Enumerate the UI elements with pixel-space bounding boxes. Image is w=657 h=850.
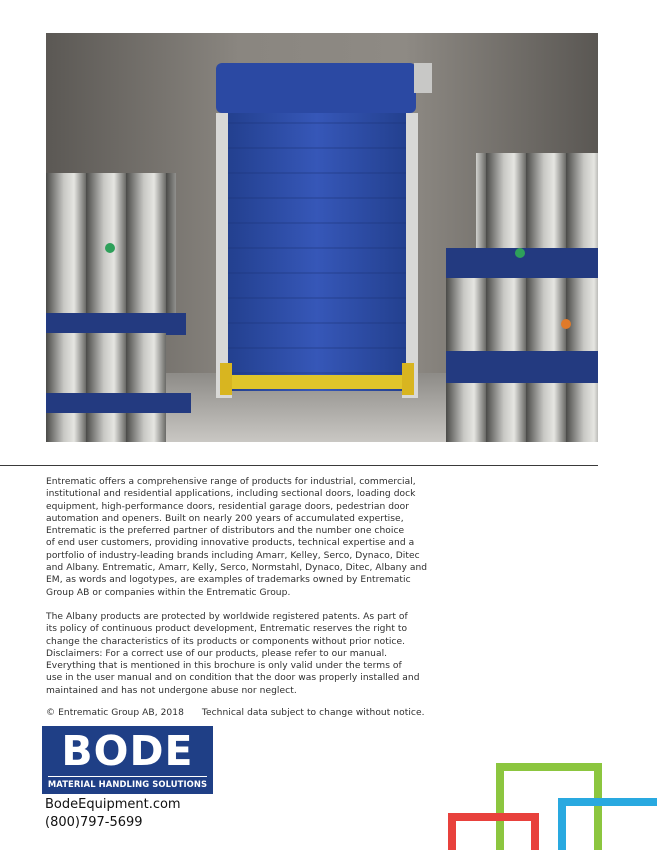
website-link[interactable]: BodeEquipment.com [45, 797, 181, 812]
text-line: and Albany. Entrematic, Amarr, Kelly, Serco, Normstahl, Dynaco, Ditec, Albany and [46, 563, 428, 574]
text-line: portfolio of industry-leading brands including Amarr, Kelley, Serco, Dynaco, Ditec [46, 550, 420, 561]
phone-number[interactable]: (800)797-5699 [45, 815, 143, 830]
text-line: Disclaimers: For a correct use of our products, please refer to our manual. [46, 648, 388, 659]
technical-notice: Technical data subject to change without notice. [201, 708, 425, 718]
blue-square-outline [562, 802, 657, 850]
text-line: maintained and has not undergone abuse nor neglect. [46, 685, 297, 696]
bode-logo [42, 726, 213, 794]
company-description [46, 476, 426, 599]
text-line: Everything that is mentioned in this brochure is only valid under the terms of [46, 661, 402, 672]
text-line: Entrematic is the preferred partner of distributors and the number one choice [46, 526, 405, 537]
text-line: use in the user manual and on condition that the door was properly installed and [46, 673, 420, 684]
text-line: institutional and residential applications, including sectional doors, loading dock [46, 489, 416, 500]
text-line: of end user customers, providing innovative products, technical expertise and a [46, 538, 415, 549]
copyright-line [46, 707, 426, 719]
logo-divider [48, 776, 207, 777]
horizontal-divider [0, 465, 598, 466]
product-photo [46, 33, 598, 442]
text-line: equipment, high-performance doors, residential garage doors, pedestrian door [46, 501, 410, 512]
decorative-squares-graphic [440, 755, 657, 850]
patent-disclaimer [46, 611, 426, 697]
text-line: Group AB or companies within the Entrematic Group. [46, 587, 291, 598]
logo-wordmark: BODE [61, 727, 194, 775]
copyright: © Entrematic Group AB, 2018 [46, 708, 184, 718]
text-line: The Albany products are protected by worldwide registered patents. As part of [46, 612, 408, 622]
text-line: EM, as words and logotypes, are examples of trademarks owned by Entrematic [46, 575, 411, 586]
text-line: Entrematic offers a comprehensive range of products for industrial, commercial, [46, 477, 416, 487]
text-line: automation and openers. Built on nearly 200 years of accumulated expertise, [46, 513, 404, 524]
text-line: change the characteristics of its products or components without prior notice. [46, 636, 406, 647]
green-square-outline [500, 767, 598, 850]
red-square-outline [452, 817, 535, 850]
warehouse-door-illustration [46, 33, 598, 442]
text-line: its policy of continuous product development, Entrematic reserves the right to [46, 624, 408, 635]
logo-tagline: MATERIAL HANDLING SOLUTIONS [47, 779, 208, 789]
